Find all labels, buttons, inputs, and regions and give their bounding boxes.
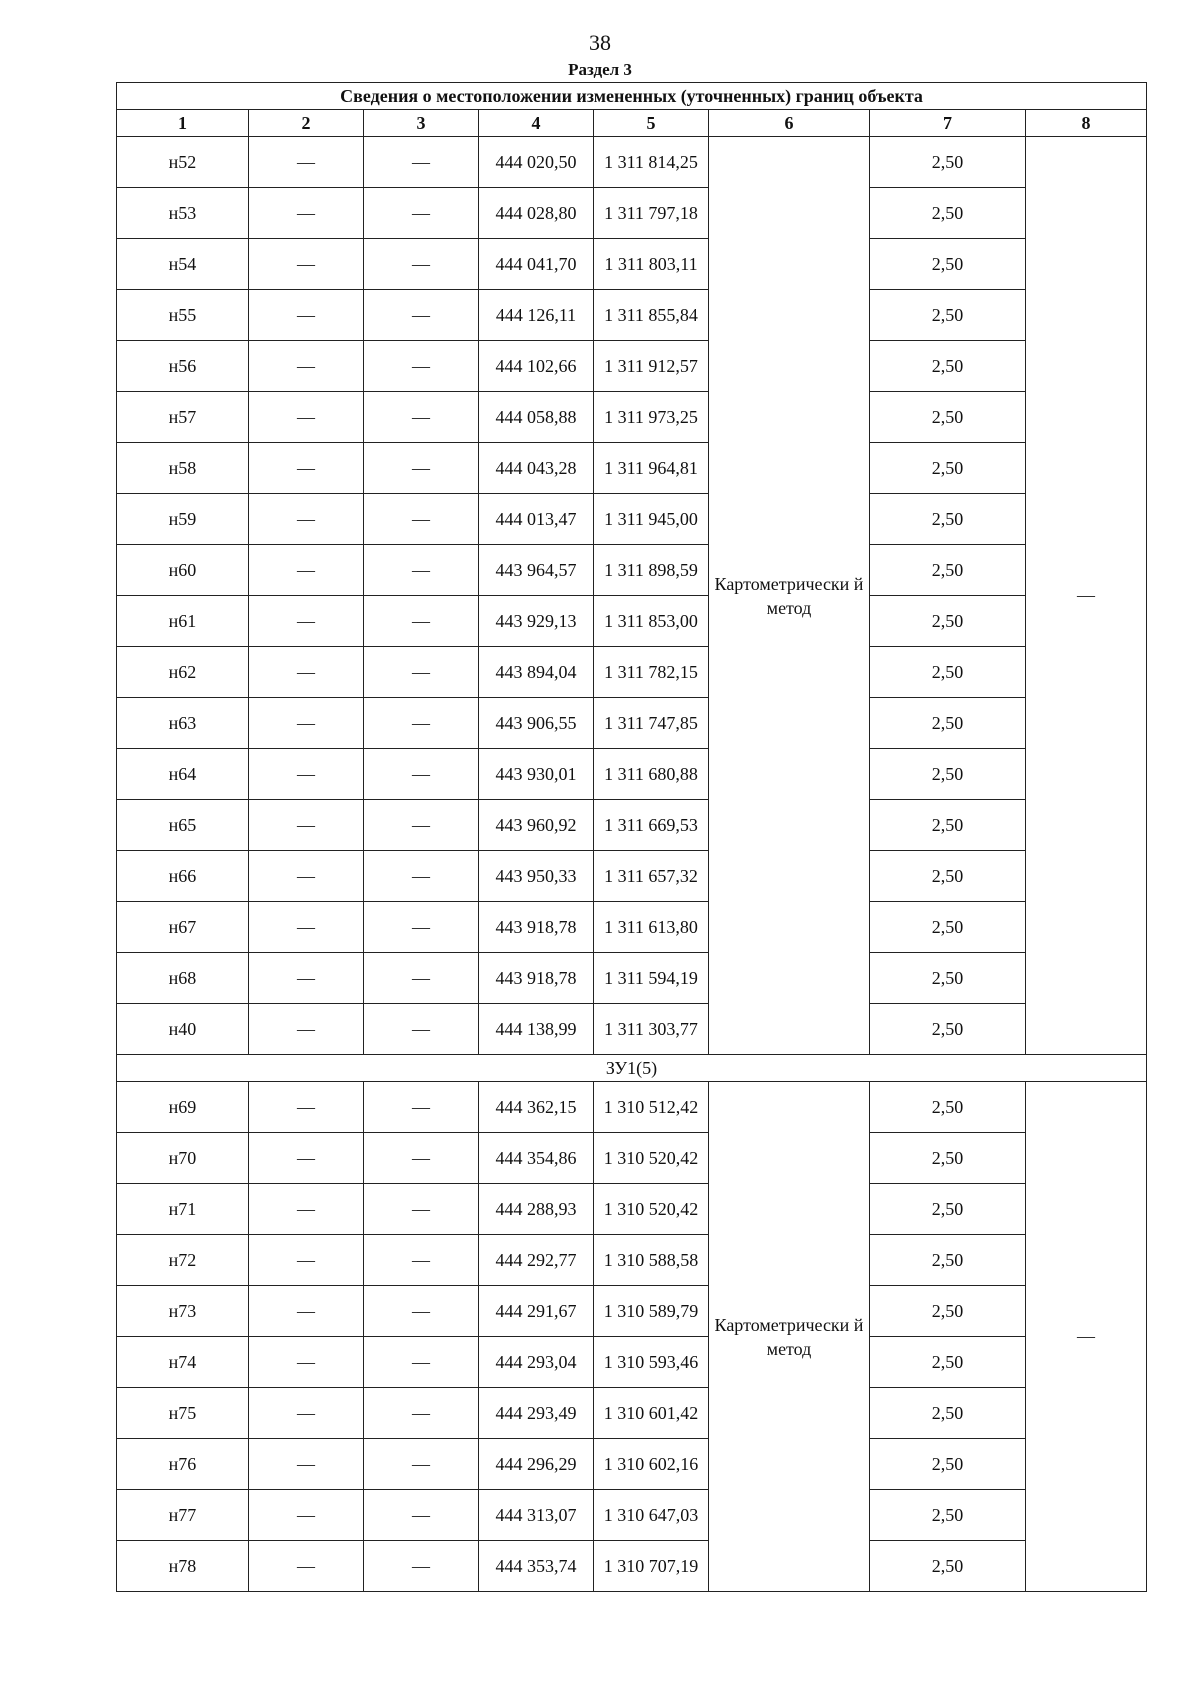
table-row — [117, 851, 1147, 902]
column-number: 8 — [1026, 110, 1147, 137]
dash-cell: — — [249, 800, 364, 851]
accuracy-value: 2,50 — [870, 800, 1026, 851]
coordinate-y: 1 311 797,18 — [594, 188, 709, 239]
table-row — [117, 341, 1147, 392]
coordinate-y: 1 310 589,79 — [594, 1286, 709, 1337]
point-name: н61 — [117, 596, 249, 647]
coordinate-x: 443 950,33 — [479, 851, 594, 902]
accuracy-value: 2,50 — [870, 953, 1026, 1004]
accuracy-value: 2,50 — [870, 545, 1026, 596]
accuracy-value: 2,50 — [870, 1235, 1026, 1286]
dash-cell: — — [249, 1184, 364, 1235]
dash-cell: — — [364, 1133, 479, 1184]
dash-cell: — — [364, 1337, 479, 1388]
accuracy-value: 2,50 — [870, 1004, 1026, 1055]
coordinate-x: 444 138,99 — [479, 1004, 594, 1055]
column-number: 1 — [117, 110, 249, 137]
accuracy-value: 2,50 — [870, 1337, 1026, 1388]
coordinate-y: 1 311 782,15 — [594, 647, 709, 698]
coordinate-y: 1 311 669,53 — [594, 800, 709, 851]
point-name: н40 — [117, 1004, 249, 1055]
accuracy-value: 2,50 — [870, 1439, 1026, 1490]
coordinate-x: 443 964,57 — [479, 545, 594, 596]
column-number: 4 — [479, 110, 594, 137]
accuracy-value: 2,50 — [870, 1490, 1026, 1541]
dash-cell: — — [249, 698, 364, 749]
dash-cell: — — [249, 494, 364, 545]
group-label: ЗУ1(5) — [117, 1055, 1147, 1082]
table-row — [117, 1439, 1147, 1490]
coordinate-y: 1 311 855,84 — [594, 290, 709, 341]
coordinate-y: 1 310 602,16 — [594, 1439, 709, 1490]
table-row — [117, 1388, 1147, 1439]
dash-cell: — — [249, 749, 364, 800]
dash-cell: — — [249, 1490, 364, 1541]
accuracy-value: 2,50 — [870, 698, 1026, 749]
point-name: н64 — [117, 749, 249, 800]
table-row — [117, 137, 1147, 188]
dash-cell: — — [249, 137, 364, 188]
accuracy-value: 2,50 — [870, 341, 1026, 392]
table-row — [117, 392, 1147, 443]
dash-cell: — — [364, 188, 479, 239]
accuracy-value: 2,50 — [870, 290, 1026, 341]
coordinate-x: 444 102,66 — [479, 341, 594, 392]
table-row — [117, 1184, 1147, 1235]
table-row — [117, 188, 1147, 239]
section-title: Раздел 3 — [568, 60, 632, 79]
coordinate-x: 444 020,50 — [479, 137, 594, 188]
dash-cell: — — [249, 1133, 364, 1184]
dash-cell: — — [364, 239, 479, 290]
coordinate-x: 443 918,78 — [479, 902, 594, 953]
dash-cell: — — [364, 494, 479, 545]
coordinate-x: 444 126,11 — [479, 290, 594, 341]
dash-cell: — — [249, 1439, 364, 1490]
table-row — [117, 902, 1147, 953]
dash-cell: — — [364, 1388, 479, 1439]
coordinate-x: 444 293,49 — [479, 1388, 594, 1439]
point-name: н63 — [117, 698, 249, 749]
dash-cell: — — [249, 647, 364, 698]
coordinate-y: 1 311 657,32 — [594, 851, 709, 902]
dash-cell: — — [249, 1235, 364, 1286]
dash-cell: — — [364, 647, 479, 698]
coordinate-y: 1 310 512,42 — [594, 1082, 709, 1133]
coordinate-y: 1 310 588,58 — [594, 1235, 709, 1286]
column-8-cell: — — [1026, 137, 1147, 1055]
table-row — [117, 494, 1147, 545]
coordinate-y: 1 311 803,11 — [594, 239, 709, 290]
coordinate-y: 1 310 593,46 — [594, 1337, 709, 1388]
coordinate-y: 1 311 303,77 — [594, 1004, 709, 1055]
accuracy-value: 2,50 — [870, 1133, 1026, 1184]
dash-cell: — — [249, 341, 364, 392]
dash-cell: — — [364, 1082, 479, 1133]
point-name: н57 — [117, 392, 249, 443]
coordinate-x: 444 293,04 — [479, 1337, 594, 1388]
accuracy-value: 2,50 — [870, 1082, 1026, 1133]
table-row — [117, 800, 1147, 851]
coordinate-x: 444 288,93 — [479, 1184, 594, 1235]
coordinate-x: 443 960,92 — [479, 800, 594, 851]
coordinate-x: 444 028,80 — [479, 188, 594, 239]
point-name: н75 — [117, 1388, 249, 1439]
column-number: 3 — [364, 110, 479, 137]
dash-cell: — — [249, 290, 364, 341]
boundary-table — [116, 82, 1147, 1592]
coordinate-y: 1 310 520,42 — [594, 1184, 709, 1235]
dash-cell: — — [249, 902, 364, 953]
dash-cell: — — [364, 698, 479, 749]
dash-cell: — — [364, 341, 479, 392]
coordinate-x: 444 058,88 — [479, 392, 594, 443]
dash-cell: — — [364, 1541, 479, 1592]
point-name: н69 — [117, 1082, 249, 1133]
table-caption: Сведения о местоположении измененных (уточненных) границ объекта — [117, 83, 1147, 110]
dash-cell: — — [249, 392, 364, 443]
table-row — [117, 953, 1147, 1004]
coordinate-x: 444 354,86 — [479, 1133, 594, 1184]
point-name: н70 — [117, 1133, 249, 1184]
method-cell: Картометрически й метод — [709, 1082, 870, 1592]
column-number: 6 — [709, 110, 870, 137]
table-row — [117, 1133, 1147, 1184]
dash-cell: — — [364, 1490, 479, 1541]
accuracy-value: 2,50 — [870, 902, 1026, 953]
accuracy-value: 2,50 — [870, 1184, 1026, 1235]
coordinate-x: 443 894,04 — [479, 647, 594, 698]
dash-cell: — — [249, 1541, 364, 1592]
point-name: н68 — [117, 953, 249, 1004]
coordinate-x: 444 353,74 — [479, 1541, 594, 1592]
coordinate-y: 1 311 747,85 — [594, 698, 709, 749]
coordinate-x: 444 013,47 — [479, 494, 594, 545]
column-number-row — [117, 110, 1147, 137]
dash-cell: — — [249, 239, 364, 290]
dash-cell: — — [364, 1286, 479, 1337]
coordinate-x: 444 292,77 — [479, 1235, 594, 1286]
dash-cell: — — [364, 800, 479, 851]
table-row — [117, 1286, 1147, 1337]
table-row — [117, 1082, 1147, 1133]
dash-cell: — — [364, 749, 479, 800]
coordinate-y: 1 311 912,57 — [594, 341, 709, 392]
point-name: н54 — [117, 239, 249, 290]
point-name: н62 — [117, 647, 249, 698]
accuracy-value: 2,50 — [870, 188, 1026, 239]
point-name: н59 — [117, 494, 249, 545]
dash-cell: — — [364, 1235, 479, 1286]
coordinate-x: 443 930,01 — [479, 749, 594, 800]
coordinate-x: 444 041,70 — [479, 239, 594, 290]
coordinate-y: 1 311 613,80 — [594, 902, 709, 953]
dash-cell: — — [249, 443, 364, 494]
dash-cell: — — [364, 1184, 479, 1235]
accuracy-value: 2,50 — [870, 443, 1026, 494]
table-row — [117, 1541, 1147, 1592]
coordinate-y: 1 310 601,42 — [594, 1388, 709, 1439]
coordinate-y: 1 311 680,88 — [594, 749, 709, 800]
point-name: н66 — [117, 851, 249, 902]
dash-cell: — — [249, 1082, 364, 1133]
coordinate-y: 1 310 707,19 — [594, 1541, 709, 1592]
point-name: н60 — [117, 545, 249, 596]
table-row — [117, 698, 1147, 749]
coordinate-y: 1 311 594,19 — [594, 953, 709, 1004]
coordinate-y: 1 311 945,00 — [594, 494, 709, 545]
group-row — [117, 1055, 1147, 1082]
point-name: н55 — [117, 290, 249, 341]
accuracy-value: 2,50 — [870, 1541, 1026, 1592]
dash-cell: — — [364, 902, 479, 953]
accuracy-value: 2,50 — [870, 137, 1026, 188]
coordinate-x: 443 906,55 — [479, 698, 594, 749]
accuracy-value: 2,50 — [870, 1388, 1026, 1439]
coordinate-x: 443 929,13 — [479, 596, 594, 647]
dash-cell: — — [364, 443, 479, 494]
point-name: н74 — [117, 1337, 249, 1388]
method-cell: Картометрически й метод — [709, 137, 870, 1055]
dash-cell: — — [364, 392, 479, 443]
accuracy-value: 2,50 — [870, 239, 1026, 290]
page-number: 38 — [589, 30, 611, 55]
point-name: н52 — [117, 137, 249, 188]
table-row — [117, 596, 1147, 647]
dash-cell: — — [249, 545, 364, 596]
table-row — [117, 1490, 1147, 1541]
dash-cell: — — [249, 1286, 364, 1337]
column-number: 2 — [249, 110, 364, 137]
table-row — [117, 647, 1147, 698]
dash-cell: — — [364, 596, 479, 647]
table-row — [117, 1235, 1147, 1286]
table-row — [117, 545, 1147, 596]
column-8-cell: — — [1026, 1082, 1147, 1592]
coordinate-y: 1 310 520,42 — [594, 1133, 709, 1184]
point-name: н71 — [117, 1184, 249, 1235]
dash-cell: — — [249, 188, 364, 239]
coordinate-x: 443 918,78 — [479, 953, 594, 1004]
dash-cell: — — [364, 1004, 479, 1055]
column-number: 5 — [594, 110, 709, 137]
dash-cell: — — [249, 1337, 364, 1388]
point-name: н73 — [117, 1286, 249, 1337]
coordinate-y: 1 310 647,03 — [594, 1490, 709, 1541]
accuracy-value: 2,50 — [870, 647, 1026, 698]
coordinate-x: 444 313,07 — [479, 1490, 594, 1541]
coordinate-y: 1 311 853,00 — [594, 596, 709, 647]
dash-cell: — — [364, 137, 479, 188]
dash-cell: — — [249, 1004, 364, 1055]
dash-cell: — — [364, 545, 479, 596]
table-row — [117, 290, 1147, 341]
coordinate-x: 444 362,15 — [479, 1082, 594, 1133]
coordinate-y: 1 311 964,81 — [594, 443, 709, 494]
point-name: н78 — [117, 1541, 249, 1592]
table-row — [117, 443, 1147, 494]
point-name: н77 — [117, 1490, 249, 1541]
point-name: н53 — [117, 188, 249, 239]
column-number: 7 — [870, 110, 1026, 137]
coordinate-y: 1 311 973,25 — [594, 392, 709, 443]
point-name: н72 — [117, 1235, 249, 1286]
accuracy-value: 2,50 — [870, 1286, 1026, 1337]
dash-cell: — — [364, 953, 479, 1004]
coordinate-x: 444 291,67 — [479, 1286, 594, 1337]
accuracy-value: 2,50 — [870, 749, 1026, 800]
dash-cell: — — [364, 851, 479, 902]
dash-cell: — — [249, 851, 364, 902]
table-row — [117, 749, 1147, 800]
coordinate-y: 1 311 898,59 — [594, 545, 709, 596]
dash-cell: — — [364, 290, 479, 341]
dash-cell: — — [249, 953, 364, 1004]
table-row — [117, 1004, 1147, 1055]
point-name: н58 — [117, 443, 249, 494]
dash-cell: — — [364, 1439, 479, 1490]
dash-cell: — — [249, 596, 364, 647]
coordinate-x: 444 296,29 — [479, 1439, 594, 1490]
point-name: н56 — [117, 341, 249, 392]
point-name: н76 — [117, 1439, 249, 1490]
accuracy-value: 2,50 — [870, 851, 1026, 902]
dash-cell: — — [249, 1388, 364, 1439]
table-row — [117, 1337, 1147, 1388]
point-name: н65 — [117, 800, 249, 851]
accuracy-value: 2,50 — [870, 494, 1026, 545]
coordinate-x: 444 043,28 — [479, 443, 594, 494]
accuracy-value: 2,50 — [870, 596, 1026, 647]
accuracy-value: 2,50 — [870, 392, 1026, 443]
coordinate-y: 1 311 814,25 — [594, 137, 709, 188]
table-row — [117, 239, 1147, 290]
point-name: н67 — [117, 902, 249, 953]
